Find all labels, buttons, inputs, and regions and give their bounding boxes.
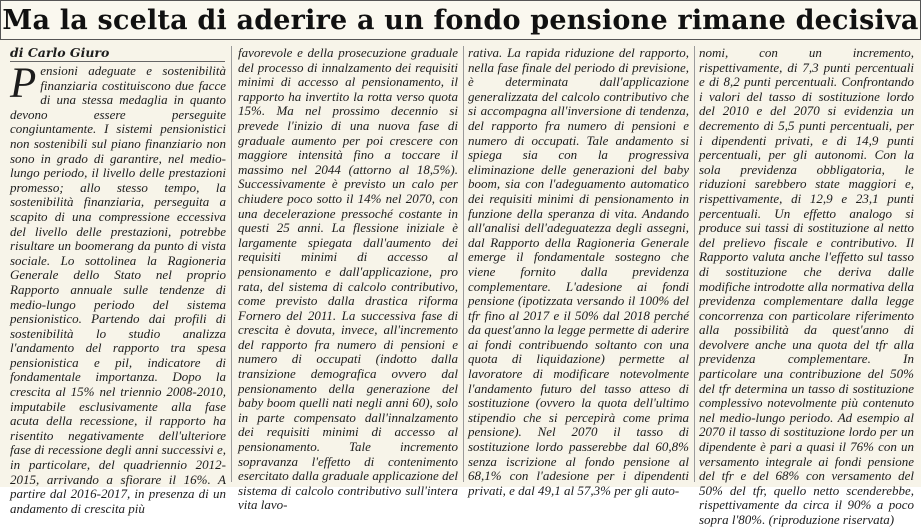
article-column-1 bbox=[10, 60, 226, 516]
column-3-text: rativa. La rapida riduzione del rapporto, nella fase finale del periodo di previsione, è determinata dall'applicazione generalizzata del calcolo contributivo che si accompagna all'inversione di tendenza, del rapporto fra numero di pensioni e numero di occupati. Tale andamento si spiega sia con la progressiva eliminazione delle generazioni del baby boom, sia con l'adeguamento automatico dei requisiti minimi di pensionamento in funzione della speranza di vita. Andando all'analisi dell'adeguatezza degli assegni, dal Rapporto della Ragioneria Generale emerge il fondamentale sostegno che viene fornito dalla previdenza complementare. L'adesione ai fondi pensione (ipotizzata versando il 100% del tfr fino al 2017 e il 50% dal 2018 perché da quest'anno la legge permette di aderire ai fondi contribuendo soltanto con una quota di liquidazione) permette al lavoratore di modificare notevolmente l'andamento futuro del tasso atteso di sostituzione (ovvero la quota dell'ultimo stipendio che si percepirà come prima pensione). Nel 2070 il tasso di sostituzione lordo passerebbe dal 60,8% senza iscrizione al fondo pensione al 68,1% con l'adesione per i dipendenti privati, e dal 49,1 al 57,3% per gli auto- bbox=[468, 45, 689, 498]
column-2-text: favorevole e della prosecuzione graduale del processo di innalzamento dei requisiti minimi di accesso al pensionamento, il rapporto ha invertito la rotta verso quota 15%. Ma nel prossimo decennio si prevede l'inizio di una nuova fase di graduale aumento per poi crescere con maggiore intensità fino a toccare il massimo nel 2044 (attorno al 18,5%). Successivamente è previsto un calo per chiudere poco sotto il 14% nel 2070, con una decelerazione pressoché costante in questi 25 anni. La flessione iniziale è largamente spiegata dall'aumento dei requisiti minimi di accesso al pensionamento e dall'applicazione, pro rata, del sistema di calcolo contributivo, come previsto dalla drastica riforma Fornero del 2011. La successiva fase di crescita è dovuta, invece, all'incremento del rapporto fra numero di pensioni e numero di occupati (indotto dalla transizione demografica ovvero dal pensionamento della generazione del baby boom quelli nati negli anni 60), solo in parte compensato dall'innalzamento dei requisiti minimi di accesso al pensionamento. Tale incremento sopravanza l'effetto di contenimento esercitato dalla graduale applicazione del sistema di calcolo contributivo sull'intera vita lavo- bbox=[238, 45, 458, 513]
column-divider bbox=[463, 46, 464, 482]
column-divider bbox=[694, 46, 695, 482]
column-1-text: ensioni adeguate e sostenibilità finanziaria costituiscono due facce di una stessa medaglia in quanto devono essere perseguite congiuntamente. I sistemi pensionistici non sostenibili sul piano finanziario non sono in grado di garantire, nel medio-lungo periodo, il livello delle prestazioni promesso; allo stesso tempo, la sostenibilità finanziaria, perseguita a scapito di una compressione eccessiva del livello delle prestazioni, potrebbe risultare un boomerang da punto di vista sociale. Lo sottolinea la Ragioneria Generale dello Stato nel proprio Rapporto annuale sulle tendenze di medio-lungo periodo del sistema pensionistico. Partendo dai profili di sostenibilità lo studio analizza l'andamento del rapporto tra spesa pensionistica e pil, indicatore di fondamentale importanza. Dopo la crescita al 15% nel triennio 2008-2010, imputabile esclusivamente alla fase acuta della recessione, il rapporto ha risentito negativamente dell'ulteriore fase di recessione degli anni successivi e, in particolare, del quadriennio 2012-2015, arrivando a sfiorare il 16%. A partire dal 2016-2017, in presenza di un andamento di crescita più bbox=[10, 63, 226, 516]
article-column-3 bbox=[468, 45, 689, 498]
drop-cap: P bbox=[10, 60, 37, 107]
column-divider bbox=[231, 46, 232, 482]
byline-rule bbox=[10, 61, 225, 62]
article-column-2 bbox=[238, 45, 458, 513]
headline: Ma la scelta di aderire a un fondo pensione rimane decisiva bbox=[0, 0, 921, 40]
column-4-text: nomi, con un incremento, rispettivamente, di 7,3 punti percentuali e di 8,2 punti percentuali. Confrontando i valori del tasso di sostituzione lordo del 2010 e del 2070 si evidenzia un decremento di 5,5 punti percentuali, per i dipendenti privati, e di 14,9 punti percentuali, per gli autonomi. Con la sola previdenza obbligatoria, le riduzioni sarebbero state maggiori e, rispettivamente, di 12,9 e 23,1 punti percentuali. Un effetto analogo si produce sui tassi di sostituzione al netto del prelievo fiscale e contributivo. Il Rapporto valuta anche l'effetto sul tasso di sostituzione che deriva dalle modifiche introdotte alla normativa della previdenza complementare dalla legge concorrenza con particolare riferimento alla possibilità da quest'anno di devolvere anche una quota del tfr alla previdenza complementare. In particolare una contribuzione del 50% del tfr determina un tasso di sostituzione complessivo notevolmente più contenuto nel medio-lungo periodo. Ad esempio al 2070 il tasso di sostituzione lordo per un dipendente è pari a quasi il 76% con un versamento integrale ai fondi pensione del tfr e del 68% con versamento del 50% del tfr, quello netto scenderebbe, rispettivamente da circa il 90% a poco sopra l'80%. (riproduzione riservata) bbox=[699, 45, 914, 527]
article-column-4 bbox=[699, 45, 914, 527]
byline: di Carlo Giuro bbox=[10, 45, 110, 60]
